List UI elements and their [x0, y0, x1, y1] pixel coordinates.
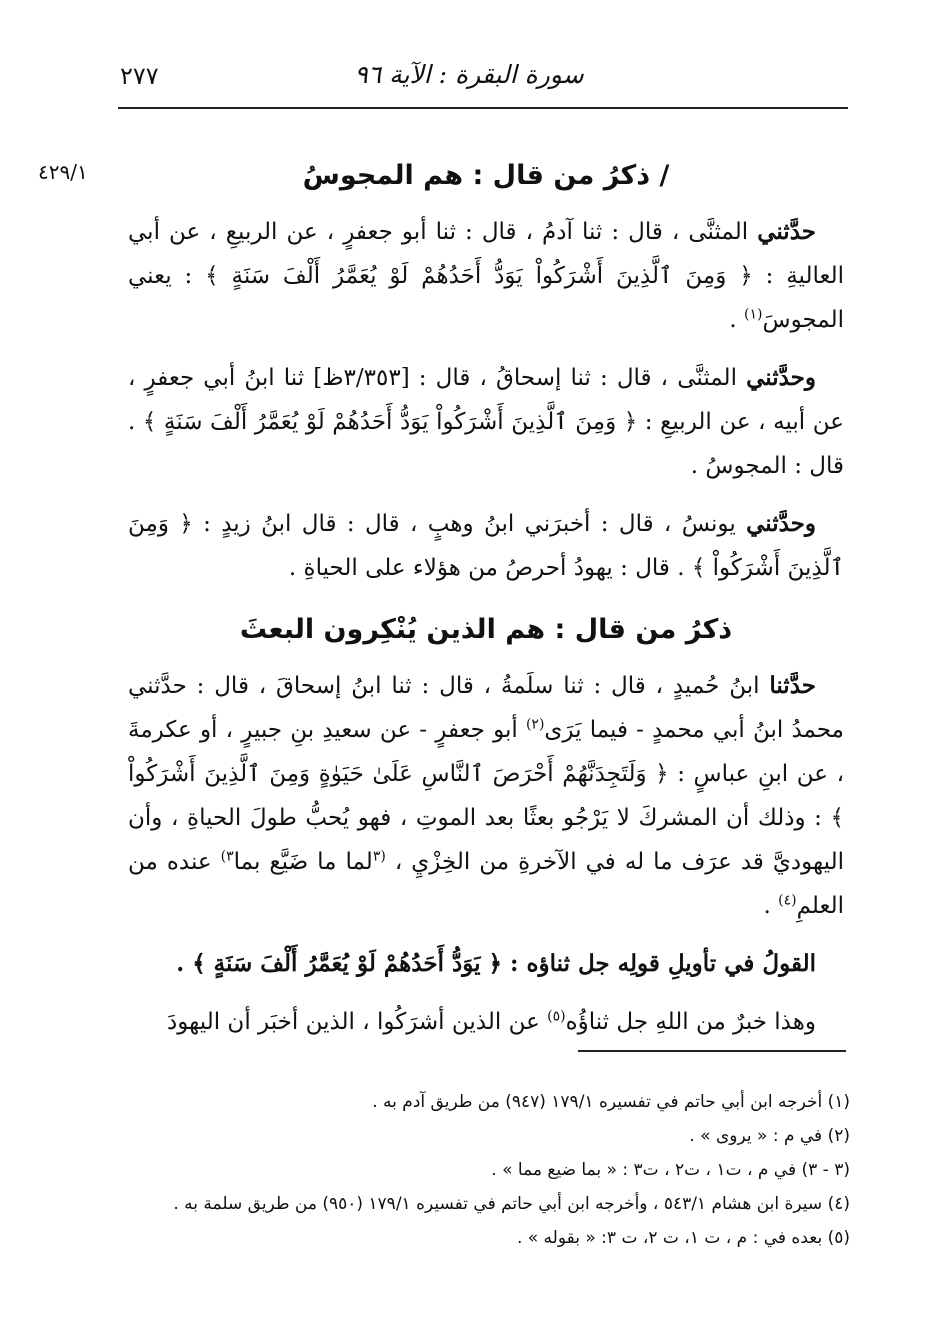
paragraph-text: عنده من العلمِ — [128, 849, 844, 919]
paragraph-1 — [128, 210, 844, 342]
footnote-1: (١) أخرجه ابن أبي حاتم في تفسيره ١٧٩/١ (٩٤٧) من طريق آدم به . — [372, 1092, 850, 1112]
section-heading-deniers: ذكرُ من قال : هم الذين يُنْكِرون البعثَ — [239, 614, 733, 645]
header-rule — [118, 107, 848, 109]
footnote-5: (٥) بعده في : م ، ت ١، ت ٢، ت ٣: « بقوله » . — [516, 1228, 850, 1248]
paragraph-4 — [128, 664, 844, 928]
page-number: ٢٧٧ — [120, 62, 159, 90]
paragraph-5 — [128, 942, 844, 986]
paragraph-end: . — [763, 893, 779, 919]
paragraph-lead: القولُ في تأويلِ قولِه جل ثناؤه : ﴿ يَوَدُّ أَحَدُهُمْ لَوْ يُعَمَّرُ أَلْفَ سَنَةٍ ﴾ . — [176, 950, 816, 977]
paragraph-3 — [128, 502, 844, 590]
paragraph-text: ابنُ حُميدٍ ، قال : ثنا سلَمةُ ، قال : ثنا ابنُ إسحاقَ ، قال : حدَّثني محمدُ ابنُ أبي محمدٍ - فيما يَرَى — [128, 673, 844, 743]
section-heading-magians: / ذكرُ من قال : هم المجوسُ — [302, 160, 670, 191]
paragraph-text: لما ما ضَيَّع بما — [233, 849, 373, 875]
footnote-marker[interactable]: ٣) — [220, 848, 234, 865]
footnote-marker[interactable]: (١) — [744, 306, 763, 323]
main-text — [128, 150, 844, 1058]
paragraph-lead: وحدَّثني — [746, 510, 816, 537]
footnote-rule — [578, 1050, 846, 1052]
footnote-marker[interactable]: (٥) — [547, 1008, 566, 1025]
paragraph-end: . — [729, 307, 745, 333]
paragraph-text: يونسُ ، قال : أخبرَني ابنُ وهبٍ ، قال : قال ابنُ زيدٍ : ﴿ وَمِنَ ٱلَّذِينَ أَشْرَكُواْ ﴾ . قال : يهودُ أحرصُ من هؤلاء على الحياةِ . — [128, 511, 844, 581]
paragraph-lead: حدَّثني — [757, 218, 816, 245]
running-title: سورة البقرة : الآية ٩٦ — [354, 60, 584, 89]
footnote-marker[interactable]: (٤) — [778, 892, 797, 909]
footnote-4: (٤) سيرة ابن هشام ٥٤٣/١ ، وأخرجه ابن أبي حاتم في تفسيره ١٧٩/١ (٩٥٠) من طريق سلمة به . — [173, 1194, 850, 1214]
footnote-marker[interactable]: (٢) — [525, 716, 545, 733]
paragraph-text: أبو جعفرٍ - عن سعيدِ بنِ جبيرٍ ، أو عكرمةَ ، عن ابنِ عباسٍ : ﴿ وَلَتَجِدَنَّهُمْ أَحْرَصَ ٱلنَّاسِ عَلَىٰ حَيَوٰةٍ وَمِنَ ٱلَّذِينَ أَشْرَكُواْ ﴾ : وذلك أن المشركَ لا يَرْجُو بعثًا بعد الموتِ ، فهو يُحبُّ طولَ الحياةِ ، وأن اليهوديَّ قد عرَف ما له في الآخرةِ من الخِزْيِ ، — [128, 717, 844, 875]
footnote-marker[interactable]: (٣ — [372, 848, 386, 865]
margin-reference: ٤٢٩/١ — [38, 160, 88, 184]
footnotes — [110, 1085, 850, 1255]
paragraph-lead: حدَّثنا — [769, 672, 816, 699]
paragraph-6 — [128, 1000, 844, 1044]
paragraph-lead: وحدَّثني — [746, 364, 816, 391]
paragraph-text: عن الذين أشرَكُوا ، الذين أخبَر أن اليهودَ — [167, 1009, 548, 1035]
paragraph-text: وهذا خبرٌ من اللهِ جل ثناؤُه — [565, 1009, 816, 1035]
paragraph-2 — [128, 356, 844, 488]
paragraph-text: المثنَّى ، قال : ثنا آدمُ ، قال : ثنا أبو جعفرٍ ، عن الربيعِ ، عن أبي العاليةِ : ﴿ وَمِنَ ٱلَّذِينَ أَشْرَكُواْ يَوَدُّ أَحَدُهُمْ لَوْ يُعَمَّرُ أَلْفَ سَنَةٍ ﴾ : يعني المجوسَ — [128, 219, 844, 333]
footnote-3: (٣ - ٣) في م ، ت١ ، ت٢ ، ت٣ : « بما ضيع مما » . — [491, 1160, 850, 1180]
paragraph-text: المثنَّى ، قال : ثنا إسحاقُ ، قال : [٣/٣٥٣ظ] ثنا ابنُ أبي جعفرٍ ، عن أبيه ، عن الربيعِ : ﴿ وَمِنَ ٱلَّذِينَ أَشْرَكُواْ يَوَدُّ أَحَدُهُمْ لَوْ يُعَمَّرُ أَلْفَ سَنَةٍ ﴾ . قال : المجوسُ . — [128, 365, 844, 479]
footnote-2: (٢) في م : « يروى » . — [689, 1126, 850, 1146]
